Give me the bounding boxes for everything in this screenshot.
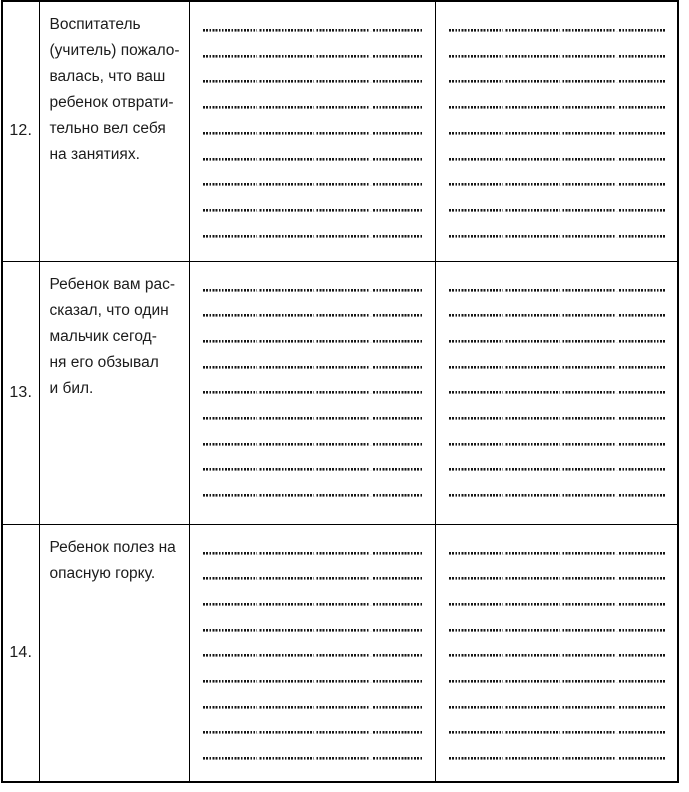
scenario-line: опасную горку. [49,564,156,582]
scenario-line: на занятиях. [49,146,140,163]
answer-write-line [449,344,666,370]
answer-write-line [203,110,423,136]
answer-write-line [203,161,423,187]
row-number: 12. [9,122,33,140]
table-row-14 [2,524,678,782]
answer-write-line [449,292,666,318]
scenario-line: и бил. [49,379,94,397]
scenario-line: Воспитатель [49,16,141,33]
answer-cell [435,261,678,524]
answer-write-line [449,135,666,161]
answer-write-line [449,446,666,472]
answer-write-line [203,187,423,213]
answer-write-line [449,421,666,447]
answer-write-line [449,735,666,761]
answer-write-line [203,472,423,498]
answer-write-line [203,292,423,318]
answer-write-line [449,709,666,735]
answer-write-line [203,135,423,161]
scenario-cell [39,524,189,782]
scenario-cell [39,1,189,261]
answer-cell [189,261,435,524]
answer-cell [435,524,678,782]
answer-write-line [449,7,666,33]
answer-write-line [449,187,666,213]
answer-write-line [449,395,666,421]
answer-write-line [203,213,423,239]
scenario-line: (учитель) пожало- [49,42,180,59]
answer-cell [189,1,435,261]
answer-write-line [203,555,423,581]
answer-write-line [449,472,666,498]
answer-write-line [203,58,423,84]
answer-write-line [203,84,423,110]
scenario-cell [39,261,189,524]
answer-write-line [449,110,666,136]
scenario-line: Ребенок вам рас- [49,275,175,293]
answer-write-line [203,530,423,556]
row-number: 13. [9,383,33,401]
answer-write-line [203,33,423,59]
answer-write-line [203,344,423,370]
answer-write-line [203,7,423,33]
answer-write-line [203,632,423,658]
scenario-line: ребенок отврати- [49,94,174,111]
answer-write-line [203,421,423,447]
scenario-line: ня его обзывал [49,353,159,371]
answer-write-line [449,213,666,239]
scenario-line: валась, что ваш [49,68,166,85]
answer-write-line [203,709,423,735]
scenarios-table [1,0,679,783]
row-number-cell [2,261,39,524]
answer-write-line [203,607,423,633]
answer-write-line [449,84,666,110]
answer-cell [189,524,435,782]
answer-write-line [449,267,666,293]
scenario-line: мальчик сегод- [49,327,157,345]
row-number-cell [2,524,39,782]
answer-cell [435,1,678,261]
answer-write-line [203,369,423,395]
answer-write-line [449,318,666,344]
answer-write-line [449,632,666,658]
answer-write-line [449,369,666,395]
scenario-line: сказал, что один [49,301,169,319]
answer-write-line [449,607,666,633]
answer-write-line [203,658,423,684]
scenario-line: Ребенок полез на [49,538,176,556]
answer-write-line [449,555,666,581]
answer-write-line [203,581,423,607]
answer-write-line [203,735,423,761]
row-number-cell [2,1,39,261]
row-number: 14. [9,643,33,661]
answer-write-line [449,58,666,84]
scenario-line: тельно вел себя [49,120,166,137]
answer-write-line [203,318,423,344]
answer-write-line [449,33,666,59]
table-row-13 [2,261,678,524]
answer-write-line [203,267,423,293]
answer-write-line [449,530,666,556]
answer-write-line [449,581,666,607]
answer-write-line [203,684,423,710]
answer-write-line [203,446,423,472]
answer-write-line [449,684,666,710]
answer-write-line [449,658,666,684]
answer-write-line [449,161,666,187]
table-row-12 [2,1,678,261]
answer-write-line [203,395,423,421]
